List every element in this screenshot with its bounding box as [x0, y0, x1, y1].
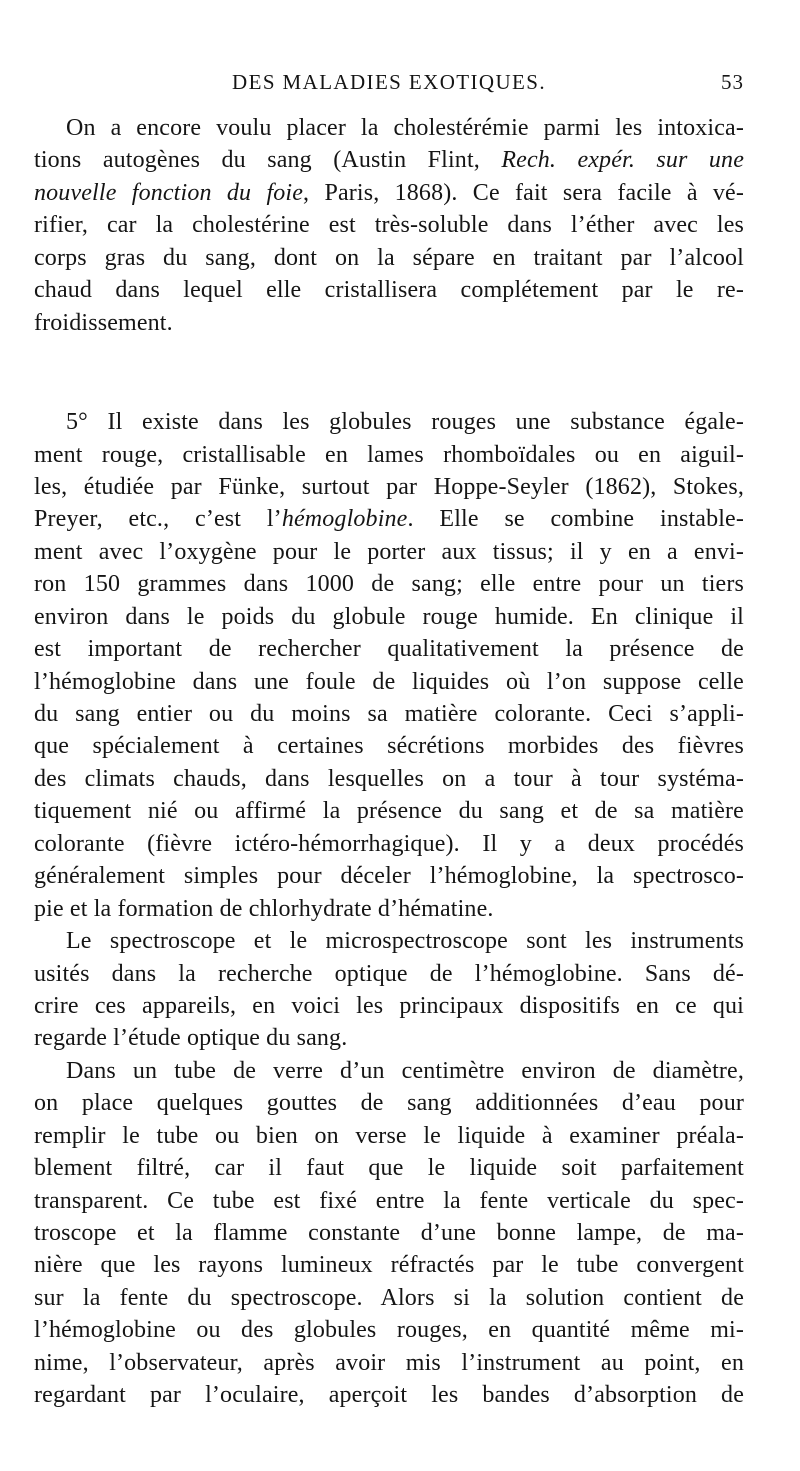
text-line: pie et la formation de chlorhydrate d’hématine. [34, 895, 494, 922]
running-header [34, 70, 744, 106]
page-number: 53 [721, 70, 744, 94]
text-line: est important de rechercher qualitativement la présence de [34, 636, 744, 663]
text-line: nime, l’observateur, après avoir mis l’instrument au point, en [34, 1349, 744, 1376]
text-line: troscope et la flamme constante d’une bonne lampe, de ma- [34, 1220, 744, 1246]
text-line: On a encore voulu placer la cholestérémie parmi les intoxica- [66, 115, 744, 141]
text-run: tions autogènes du sang (Austin Flint, [34, 147, 502, 174]
text-run: . Elle se combine instable- [407, 506, 744, 533]
citation-italic: Rech. expér. sur une [501, 147, 744, 174]
text-line: l’hémoglobine ou des globules rouges, en quantité même mi- [34, 1317, 744, 1344]
text-line: les, étudiée par Fünke, surtout par Hoppe-Seyler (1862), Stokes, [34, 473, 744, 500]
text-line: 5° Il existe dans les globules rouges une substance égale- [66, 409, 744, 436]
term-italic: hémoglobine [281, 506, 408, 533]
text-line: ment avec l’oxygène pour le porter aux tissus; il y en a envi- [34, 538, 744, 565]
text-line: remplir le tube ou bien on verse le liquide à examiner préala- [34, 1122, 744, 1149]
text-line: environ dans le poids du globule rouge humide. En clinique il [34, 603, 744, 630]
text-line [34, 144, 744, 176]
paragraph-spacing [34, 339, 744, 406]
text-line: blement filtré, car il faut que le liquide soit parfaitement [34, 1155, 744, 1182]
text-line: colorante (fièvre ictéro-hémorrhagique). Il y a deux procédés [34, 830, 744, 857]
text-line: généralement simples pour déceler l’hémoglobine, la spectrosco- [34, 863, 744, 890]
text-line: tiquement nié ou affirmé la présence du sang et de sa matière [34, 798, 744, 825]
text-line: nière que les rayons lumineux réfractés par le tube convergent [34, 1252, 744, 1279]
text-line: du sang entier ou du moins sa matière colorante. Ceci s’appli- [34, 701, 744, 727]
citation-italic: nouvelle fonction du foie [34, 179, 304, 206]
text-run: , Paris, 1868). Ce fait sera facile à vé- [303, 179, 744, 206]
text-line: Dans un tube de verre d’un centimètre environ de diamètre, [66, 1057, 744, 1084]
text-line: que spécialement à certaines sécrétions morbides des fièvres [34, 733, 744, 760]
text-line: corps gras du sang, dont on la sépare en traitant par l’alcool [34, 244, 744, 271]
text-line: froidissement. [34, 309, 173, 336]
paragraph-procedure [34, 1055, 744, 1412]
text-line: des climats chauds, dans lesquelles on a tour à tour systéma- [34, 765, 744, 792]
paragraph-spectroscope [34, 925, 744, 1055]
text-line [34, 503, 744, 535]
text-line: on place quelques gouttes de sang additionnées d’eau pour [34, 1090, 744, 1117]
running-title: DES MALADIES EXOTIQUES. [232, 70, 546, 94]
text-line: regarde l’étude optique du sang. [34, 1025, 348, 1052]
text-line [34, 177, 744, 209]
text-line: ment rouge, cristallisable en lames rhomboïdales ou en aiguil- [34, 441, 744, 468]
text-line: regardant par l’oculaire, aperçoit les bandes d’absorption de [34, 1382, 744, 1409]
text-line: Le spectroscope et le microspectroscope sont les instruments [66, 928, 744, 955]
paragraph-hemoglobin [34, 406, 744, 925]
text-line: sur la fente du spectroscope. Alors si la solution contient de [34, 1284, 744, 1311]
text-line: transparent. Ce tube est fixé entre la fente verticale du spec- [34, 1187, 744, 1214]
text-line: l’hémoglobine dans une foule de liquides où l’on suppose celle [34, 668, 744, 695]
text-line: usités dans la recherche optique de l’hémoglobine. Sans dé- [34, 960, 744, 987]
paragraph-cholesterol [34, 112, 744, 339]
text-run: Preyer, etc., c’est l’ [34, 506, 282, 533]
text-line: chaud dans lequel elle cristallisera complétement par le re- [34, 277, 744, 304]
text-line: crire ces appareils, en voici les principaux dispositifs en ce qui [34, 992, 744, 1019]
text-line: rifier, car la cholestérine est très-soluble dans l’éther avec les [34, 212, 744, 239]
text-line: ron 150 grammes dans 1000 de sang; elle entre pour un tiers [34, 571, 744, 598]
body-text [34, 112, 744, 1412]
